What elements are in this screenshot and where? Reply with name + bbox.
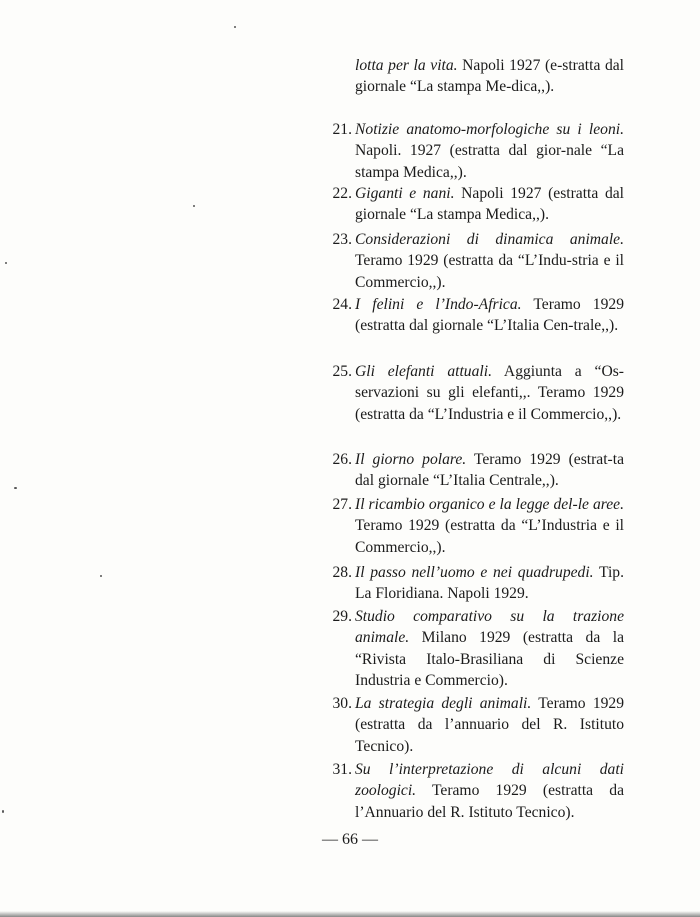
entry-text: Teramo 1929 (estratta da l’annuario del R. Istituto Tecnico).	[355, 695, 625, 755]
entry-text: Teramo 1929 (estratta dal giornale “L’Italia Cen-trale,,).	[355, 296, 624, 335]
scan-speck	[234, 26, 236, 28]
entry-text: Teramo 1929 (estratta da “L’Industria e il Commercio,,).	[355, 517, 624, 556]
entry-title: Il ricambio organico e la legge del-le aree.	[355, 496, 624, 513]
entry-number: 21.	[332, 121, 352, 138]
entry-number: 27.	[332, 496, 352, 513]
entry-number: 22.	[332, 185, 352, 202]
bibliography-entry-24	[312, 294, 624, 337]
entry-title: Il passo nell’uomo e nei quadrupedi.	[355, 564, 594, 581]
entry-title: Su l’interpretazione di alcuni dati zoologici.	[355, 761, 624, 800]
entry-text: Tip. La Floridiana. Napoli 1929.	[355, 564, 625, 603]
entry-number: 25.	[332, 363, 352, 380]
entry-title: Il giorno polare.	[355, 451, 467, 468]
page-number: — 66 —	[322, 831, 378, 848]
entry-title: Giganti e nani.	[355, 185, 455, 202]
scan-speck	[2, 810, 4, 813]
scan-bottom-edge	[0, 911, 700, 917]
entry-text: Napoli 1927 (e-stratta dal giornale “La stampa Me-dica,,).	[355, 57, 625, 96]
entry-title: La strategia degli animali.	[355, 695, 532, 712]
entry-number: 24.	[332, 296, 352, 313]
bibliography-entry-27	[312, 494, 624, 558]
scan-speck	[5, 262, 7, 264]
entry-text: Teramo 1929 (estratta da l’Annuario del R. Istituto Tecnico).	[355, 782, 624, 821]
entry-title: lotta per la vita.	[355, 57, 458, 74]
scan-speck	[193, 205, 195, 207]
entry-number: 31.	[332, 761, 352, 778]
entry-text: Teramo 1929 (estrat-ta dal giornale “L’Italia Centrale,,).	[355, 451, 624, 490]
bibliography-entry-22	[312, 183, 624, 226]
bibliography-entry-25	[312, 361, 624, 425]
entry-title: Studio comparativo su la trazione animale.	[355, 608, 624, 647]
entry-title: Notizie anatomo-morfologiche su i leoni.	[355, 121, 624, 138]
bibliography-entry-continued	[312, 55, 624, 98]
entry-number: 28.	[332, 564, 352, 581]
entry-title: Gli elefanti attuali.	[355, 363, 492, 380]
entry-text: Teramo 1929 (estratta da “L’Indu-stria e il Commercio,,).	[355, 252, 624, 291]
bibliography-entry-31	[312, 759, 624, 823]
entry-text: Napoli. 1927 (estratta dal gior-nale “La stampa Medica,,).	[355, 142, 624, 181]
scan-speck	[100, 575, 102, 577]
bibliography-entry-26	[312, 449, 624, 492]
entry-text: Napoli 1927 (estratta dal giornale “La stampa Medica,,).	[355, 185, 624, 224]
bibliography-entry-23	[312, 229, 624, 293]
bibliography-entry-28	[312, 562, 624, 605]
bibliography-entry-21	[312, 119, 624, 183]
bibliography-entry-30	[312, 693, 624, 757]
entry-number: 26.	[332, 451, 352, 468]
scan-speck	[14, 487, 17, 489]
entry-title: I felini e l’Indo-Africa.	[355, 296, 522, 313]
entry-text: Aggiunta a “Os-servazioni su gli elefanti,,. Teramo 1929 (estratta da “L’Industria e il Commercio,,).	[355, 363, 624, 423]
entry-text: Milano 1929 (estratta da la “Rivista Italo-Brasiliana di Scienze Industria e Commercio).	[355, 629, 624, 690]
bibliography-entry-29	[312, 606, 624, 692]
entry-number: 30.	[332, 695, 352, 712]
entry-number: 23.	[332, 231, 352, 248]
entry-title: Considerazioni di dinamica animale.	[355, 231, 624, 248]
entry-number: 29.	[332, 608, 352, 625]
